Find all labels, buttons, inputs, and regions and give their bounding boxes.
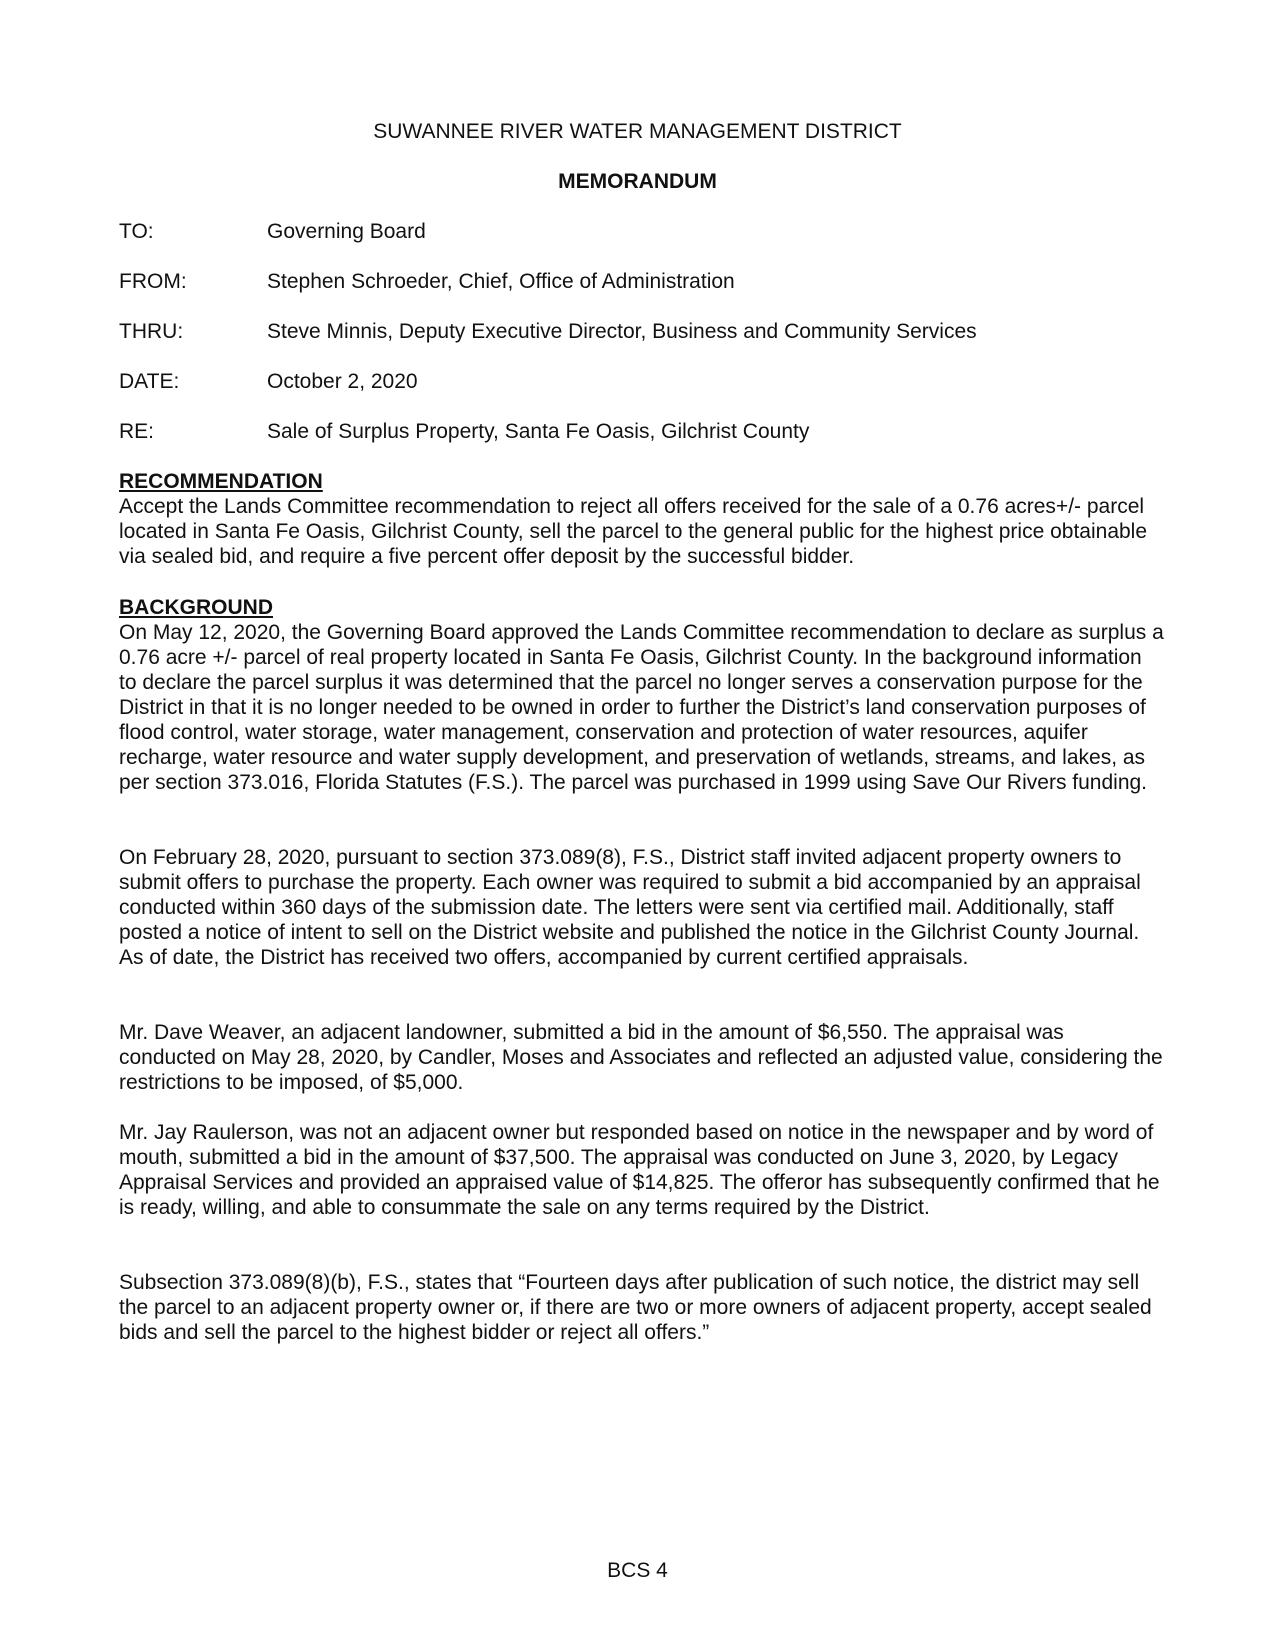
date-value: October 2, 2020 [267, 370, 418, 393]
from-row [119, 269, 1159, 294]
background-paragraph-5: Subsection 373.089(8)(b), F.S., states that “Fourteen days after publication of such notice, the district may sell the parcel to an adjacent property owner or, if there are two or more owners of adjacent property, accept sealed bids and sell the parcel to the highest bidder or reject all offers.” [119, 1271, 1152, 1344]
background-paragraph-block-3 [119, 1020, 1164, 1095]
organization-name: SUWANNEE RIVER WATER MANAGEMENT DISTRICT [373, 120, 902, 143]
background-paragraph-4: Mr. Jay Raulerson, was not an adjacent owner but responded based on notice in the newspaper and by word of mouth, submitted a bid in the amount of $37,500. The appraisal was conducted on June 3, 2020, by Legacy Appraisal Services and provided an appraised value of $14,825. The offeror has subsequently confirmed that he is ready, willing, and able to consummate the sale on any terms required by the District. [119, 1121, 1160, 1219]
re-label: RE: [119, 420, 155, 443]
background-paragraph-2: On February 28, 2020, pursuant to section 373.089(8), F.S., District staff invited adjacent property owners to submit offers to purchase the property. Each owner was required to submit a bid accompanied by an appraisal conducted within 360 days of the submission date. The letters were sent via certified mail. Additionally, staff posted a notice of intent to sell on the District website and published the notice in the Gilchrist County Journal. As of date, the District has received two offers, accompanied by current certified appraisals. [119, 846, 1141, 969]
recommendation-heading: RECOMMENDATION [119, 470, 323, 493]
background-heading: BACKGROUND [119, 596, 273, 619]
to-label: TO: [119, 220, 154, 243]
date-row [119, 369, 1159, 394]
background-paragraph-block-5 [119, 1270, 1164, 1345]
date-label: DATE: [119, 370, 180, 393]
thru-row [119, 319, 1159, 344]
thru-label: THRU: [119, 320, 184, 343]
from-value: Stephen Schroeder, Chief, Office of Administration [267, 270, 735, 293]
to-value: Governing Board [267, 220, 426, 243]
from-label: FROM: [119, 270, 187, 293]
document-title: MEMORANDUM [558, 170, 717, 193]
background-section [119, 595, 1164, 795]
background-paragraph-block-4 [119, 1120, 1164, 1220]
page-footer-label: BCS 4 [607, 1559, 668, 1582]
background-paragraph-3: Mr. Dave Weaver, an adjacent landowner, submitted a bid in the amount of $6,550. The appraisal was conducted on May 28, 2020, by Candler, Moses and Associates and reflected an adjusted value, considering the restrictions to be imposed, of $5,000. [119, 1021, 1163, 1094]
to-row [119, 219, 1159, 244]
background-paragraph-block-2 [119, 845, 1164, 970]
thru-value: Steve Minnis, Deputy Executive Director, Business and Community Services [267, 320, 977, 343]
recommendation-section [119, 469, 1164, 569]
re-value: Sale of Surplus Property, Santa Fe Oasis, Gilchrist County [267, 420, 810, 443]
recommendation-text: Accept the Lands Committee recommendation to reject all offers received for the sale of a 0.76 acres+/- parcel located in Santa Fe Oasis, Gilchrist County, sell the parcel to the general public for the highest price obtainable via sealed bid, and require a five percent offer deposit by the successful bidder. [119, 495, 1148, 568]
re-row [119, 419, 1159, 444]
background-paragraph-1: On May 12, 2020, the Governing Board approved the Lands Committee recommendation to declare as surplus a 0.76 acre +/- parcel of real property located in Santa Fe Oasis, Gilchrist County. In the background information to declare the parcel surplus it was determined that the parcel no longer serves a conservation purpose for the District in that it is no longer needed to be owned in order to further the District’s land conservation purposes of flood control, water storage, water management, conservation and protection of water resources, aquifer recharge, water resource and water supply development, and preservation of wetlands, streams, and lakes, as per section 373.016, Florida Statutes (F.S.). The parcel was purchased in 1999 using Save Our Rivers funding. [119, 621, 1164, 794]
